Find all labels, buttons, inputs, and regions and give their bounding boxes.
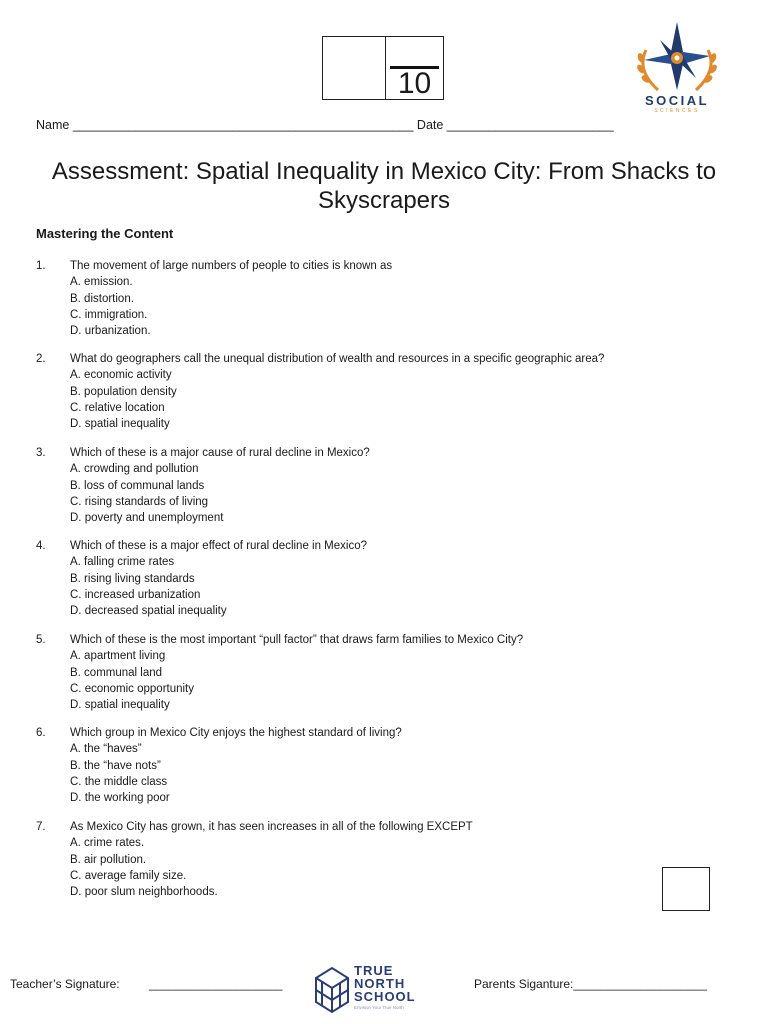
option-b[interactable]: B. rising living standards bbox=[70, 572, 195, 585]
question-number: 4. bbox=[36, 540, 46, 552]
section-heading: Mastering the Content bbox=[36, 226, 174, 241]
option-a[interactable]: A. apartment living bbox=[70, 650, 166, 663]
option-c[interactable]: C. relative location bbox=[70, 401, 165, 414]
option-b[interactable]: B. population density bbox=[70, 385, 177, 398]
option-a[interactable]: A. the “haves” bbox=[70, 743, 142, 756]
compass-star-icon bbox=[632, 20, 722, 96]
school-name bbox=[354, 964, 416, 1003]
school-name-line-1: TRUE bbox=[354, 963, 394, 978]
school-tagline: Envision Your True North bbox=[354, 1005, 404, 1010]
question-stem: Which of these is the most important “pull factor” that draws farm families to Mexico City? bbox=[70, 634, 524, 646]
social-sciences-logo bbox=[632, 20, 722, 116]
option-d[interactable]: D. poverty and unemployment bbox=[70, 512, 224, 525]
question-stem: Which of these is a major cause of rural decline in Mexico? bbox=[70, 447, 370, 459]
teacher-signature-label: Teacher’s Signature: bbox=[10, 977, 120, 991]
option-d[interactable]: D. poor slum neighborhoods. bbox=[70, 886, 218, 899]
parent-signature[interactable]: Parents Siganture:____________________ bbox=[474, 977, 707, 991]
option-a[interactable]: A. falling crime rates bbox=[70, 556, 175, 569]
option-c[interactable]: C. rising standards of living bbox=[70, 495, 209, 508]
option-d[interactable]: D. spatial inequality bbox=[70, 418, 170, 431]
option-c[interactable]: C. the middle class bbox=[70, 775, 168, 788]
question-number: 5. bbox=[36, 634, 46, 646]
option-a[interactable]: A. economic activity bbox=[70, 369, 172, 382]
question-stem: As Mexico City has grown, it has seen increases in all of the following EXCEPT bbox=[70, 821, 473, 833]
logo-word: SOCIAL bbox=[644, 93, 710, 108]
option-c[interactable]: C. immigration. bbox=[70, 308, 148, 321]
option-a[interactable]: A. crowding and pollution bbox=[70, 463, 199, 476]
option-c[interactable]: C. average family size. bbox=[70, 869, 187, 882]
option-a[interactable]: A. crime rates. bbox=[70, 837, 145, 850]
question-stem: Which of these is a major effect of rural decline in Mexico? bbox=[70, 540, 368, 552]
question-number: 7. bbox=[36, 821, 46, 833]
option-d[interactable]: D. decreased spatial inequality bbox=[70, 605, 227, 618]
logo-subword: SCIENCES bbox=[654, 108, 700, 114]
score-earned-field[interactable] bbox=[323, 37, 386, 99]
score-box bbox=[322, 36, 444, 100]
true-north-school-logo bbox=[312, 962, 434, 1014]
option-b[interactable]: B. air pollution. bbox=[70, 853, 147, 866]
option-d[interactable]: D. urbanization. bbox=[70, 325, 151, 338]
school-name-line-2: NORTH bbox=[354, 976, 406, 991]
question-number: 3. bbox=[36, 447, 46, 459]
page-title: Assessment: Spatial Inequality in Mexico City: From Shacks to Skyscrapers bbox=[51, 158, 717, 214]
question-number: 2. bbox=[36, 353, 46, 365]
score-total: 10 bbox=[397, 67, 432, 100]
question-number: 6. bbox=[36, 727, 46, 739]
option-a[interactable]: A. emission. bbox=[70, 276, 133, 289]
name-date-line[interactable]: Name _________________________________________________ Date ________________________ bbox=[36, 118, 614, 132]
question-number: 1. bbox=[36, 260, 46, 272]
question-stem: The movement of large numbers of people to cities is known as bbox=[70, 260, 393, 272]
option-c[interactable]: C. economic opportunity bbox=[70, 682, 195, 695]
option-b[interactable]: B. loss of communal lands bbox=[70, 479, 205, 492]
option-c[interactable]: C. increased urbanization bbox=[70, 588, 201, 601]
option-b[interactable]: B. the “have nots” bbox=[70, 759, 161, 772]
option-d[interactable]: D. spatial inequality bbox=[70, 699, 170, 712]
school-emblem-icon bbox=[312, 964, 352, 1014]
teacher-signature-line[interactable]: ____________________ bbox=[149, 977, 283, 991]
school-name-line-3: SCHOOL bbox=[354, 989, 416, 1004]
teacher-signature bbox=[10, 977, 283, 991]
option-b[interactable]: B. communal land bbox=[70, 666, 163, 679]
score-total-cell bbox=[386, 37, 443, 99]
answer-box[interactable] bbox=[662, 867, 710, 911]
option-b[interactable]: B. distortion. bbox=[70, 292, 134, 305]
question-stem: Which group in Mexico City enjoys the highest standard of living? bbox=[70, 727, 402, 739]
option-d[interactable]: D. the working poor bbox=[70, 792, 170, 805]
question-stem: What do geographers call the unequal distribution of wealth and resources in a specific geographic area? bbox=[70, 353, 605, 365]
